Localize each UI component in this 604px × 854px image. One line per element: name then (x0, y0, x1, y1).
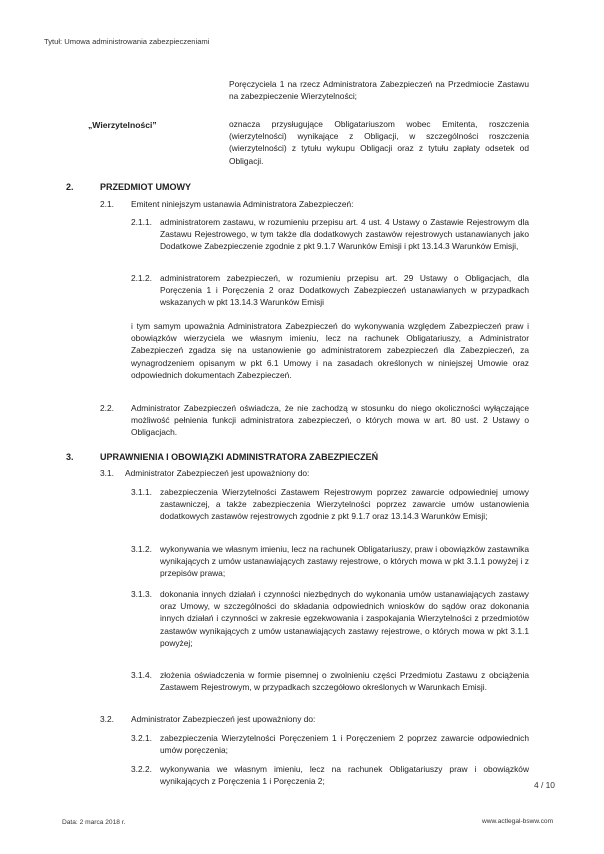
clause-number: 3.1. (100, 468, 114, 478)
section-number: 3. (66, 452, 74, 462)
definition-text: oznacza przysługujące Obligatariuszom wobec Emitenta, roszczenia (wierzytelności) wynikające z Obligacji, w szczególności roszczenia (wierzytelności) z tytułu wykupu Obligacji oraz z tytułu zapłaty odsetek od Obligacji. (229, 119, 529, 166)
clause-text: Administrator Zabezpieczeń jest upoważniony do: (125, 468, 310, 478)
subclause-text: złożenia oświadczenia w formie pisemnej o zwolnieniu części Przedmiotu Zastawu z obciążenia Zastawem Rejestrowym, w przypadkach szczegółowo określonych w Warunkach Emisji. (160, 670, 529, 693)
section-title: UPRAWNIENIA I OBOWIĄZKI ADMINISTRATORA ZABEZPIECZEŃ (100, 452, 379, 462)
page-number: 4 / 10 (534, 780, 555, 790)
subclause-number: 2.1.2. (131, 273, 152, 283)
clause-continuation: i tym samym upoważnia Administratora Zabezpieczeń do wykonywania względem Zabezpieczeń praw i obowiązków wierzyciela we własnym imieniu, lecz na rachunek Obligatariuszy, a Administrator Zabezpieczeń zgadza się na ustanowienie go administratorem zabezpieczeń dla Zabezpieczeń, za wynagrodzeniem opisanym w pkt 6.1 Umowy i na zasadach określonych w niniejszej Umowie oraz odpowiednich dokumentach Zabezpieczeń. (131, 321, 529, 380)
subclause-text: zabezpieczenia Wierzytelności Poręczeniem 1 i Poręczeniem 2 poprzez zawarcie odpowiednich umów poręczenia; (160, 733, 529, 756)
footer-url: www.actlegal-bsww.com (482, 818, 554, 825)
footer-date: Data: 2 marca 2018 r. (62, 819, 126, 826)
subclause-text: zabezpieczenia Wierzytelności Zastawem Rejestrowym poprzez zawarcie odpowiedniej umowy zastawniczej, a także zabezpieczenia Wierzytelności poprzez zawarcie umów ustanowienia dodatkowych zastawów rejestrowych zgodnie z pkt 9.1.7 oraz 13.14.3 Warunków Emisji; (160, 487, 529, 522)
subclause-number: 3.2.2. (131, 764, 152, 774)
subclause-text: administratorem zabezpieczeń, w rozumieniu przepisu art. 29 Ustawy o Obligacjach, dla Poręczenia 1 i Poręczenia 2 oraz Dodatkowych Zabezpieczeń ustanawianych w przypadkach wskazanych w pkt 13.14.3 Warunków Emisji (160, 273, 529, 308)
subclause-number: 3.2.1. (131, 733, 152, 743)
section-title: PRZEDMIOT UMOWY (100, 182, 191, 192)
subclause-number: 3.1.1. (131, 487, 152, 497)
clause-text: Emitent niniejszym ustanawia Administratora Zabezpieczeń: (131, 199, 354, 209)
clause-text: Administrator Zabezpieczeń oświadcza, że nie zachodzą w stosunku do niego okoliczności wyłączające możliwość pełnienia funkcji administratora zabezpieczeń, o których mowa w art. 80 ust. 2 Ustawy o Obligacjach. (131, 403, 529, 438)
previous-definition-continuation: Poręczyciela 1 na rzecz Administratora Zabezpieczeń na Przedmiocie Zastawu na zabezpieczenie Wierzytelności; (229, 79, 529, 102)
clause-number: 2.1. (100, 199, 114, 209)
subclause-number: 3.1.4. (131, 670, 152, 680)
definition-term: „Wierzytelności” (88, 120, 157, 130)
subclause-text: wykonywania we własnym imieniu, lecz na rachunek Obligatariuszy praw i obowiązków wynikających z Poręczenia 1 i Poręczenia 2; (160, 764, 529, 787)
clause-text: Administrator Zabezpieczeń jest upoważniony do: (131, 714, 316, 724)
subclause-number: 2.1.1. (131, 217, 152, 227)
subclause-text: administratorem zastawu, w rozumieniu przepisu art. 4 ust. 4 Ustawy o Zastawie Rejestrowym dla Zastawu Rejestrowego, w tym także dla dodatkowych zastawów rejestrowych ustanawianych jako Dodatkowe Zabezpieczenie zgodnie z pkt 9.1.7 Warunków Emisji i pkt 13.14.3 Warunków Emisji, (160, 217, 529, 252)
subclause-number: 3.1.2. (131, 544, 152, 554)
clause-number: 3.2. (100, 714, 114, 724)
subclause-text: wykonywania we własnym imieniu, lecz na rachunek Obligatariuszy, praw i obowiązków zastawnika wynikających z umów ustanawiających zastawy rejestrowe, o których mowa w pkt 3.1.1 powyżej i z przepisów prawa; (160, 544, 529, 579)
section-number: 2. (66, 182, 74, 192)
document-header-title: Tytuł: Umowa administrowania zabezpieczeniami (44, 37, 210, 46)
subclause-text: dokonania innych działań i czynności niezbędnych do wykonania umów ustanawiających zastawy oraz Umowy, w szczególności do składania odpowiednich wniosków do sądów oraz dokonania innych działań i czynności w zakresie egzekwowania i zaspokajania Wierzytelności z przedmiotów zastawów wynikających z umów ustanawiających zastawy rejestrowe, o których mowa w pkt 3.1.1 powyżej; (160, 589, 529, 648)
clause-number: 2.2. (100, 403, 114, 413)
subclause-number: 3.1.3. (131, 589, 152, 599)
